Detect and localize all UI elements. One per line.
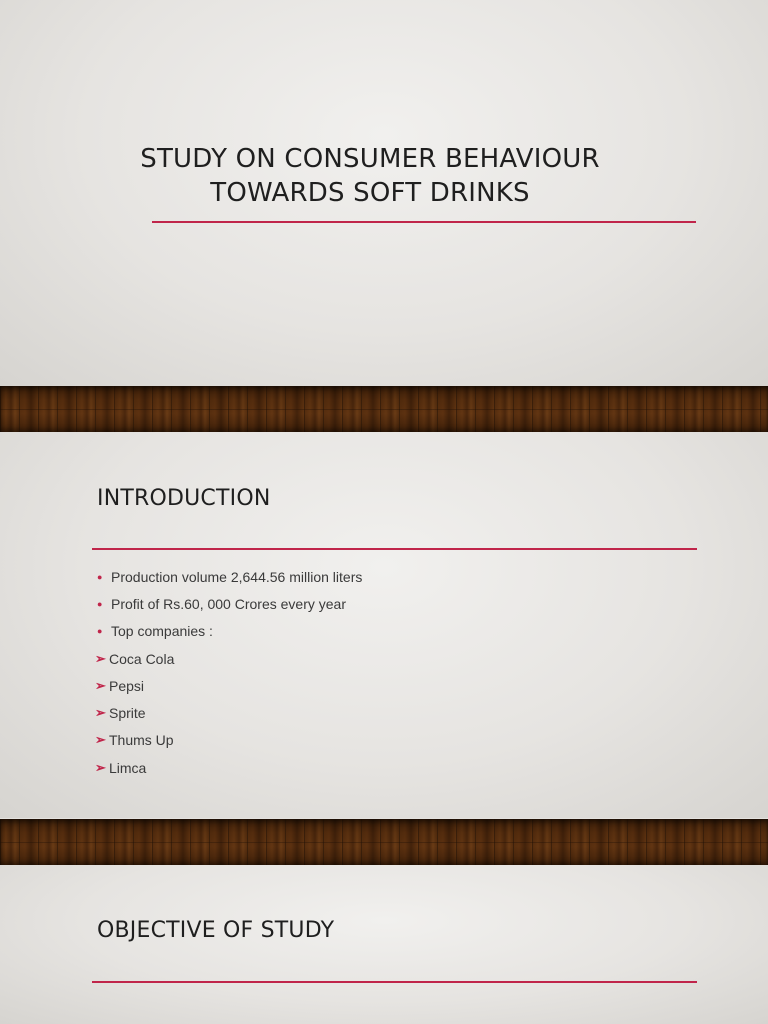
objective-divider [92,981,697,983]
title-divider [152,221,696,223]
title-line-1: STUDY ON CONSUMER BEHAVIOUR [140,144,600,174]
wood-floor-divider [0,819,768,865]
objective-slide [0,865,768,1024]
introduction-bullet-list [97,563,362,781]
arrow-bullet-icon: ➢ [95,677,106,693]
introduction-divider [92,548,697,550]
arrow-bullet-icon: ➢ [95,650,106,666]
list-item: ➢ Pepsi [95,677,145,694]
introduction-heading: INTRODUCTION [97,486,271,511]
list-item: ➢ Limca [95,759,147,776]
list-item: ● Profit of Rs.60, 000 Crores every year [97,595,346,612]
slide-title [60,142,680,210]
list-item: ➢ Sprite [95,705,146,722]
bullet-dot-icon: ● [97,571,103,582]
wood-floor-divider [0,386,768,432]
title-line-2: TOWARDS SOFT DRINKS [210,178,530,208]
objective-heading: OBJECTIVE OF STUDY [97,918,335,943]
bullet-dot-icon: ● [97,598,103,609]
list-item: ● Production volume 2,644.56 million liters [97,568,363,585]
list-item: ● Top companies : [97,623,213,640]
arrow-bullet-icon: ➢ [95,705,106,721]
arrow-bullet-icon: ➢ [95,732,106,748]
title-slide [0,0,768,386]
list-item: ➢ Thums Up [95,732,174,749]
list-item: ➢ Coca Cola [95,650,175,667]
bullet-dot-icon: ● [97,626,103,637]
arrow-bullet-icon: ➢ [95,759,106,775]
